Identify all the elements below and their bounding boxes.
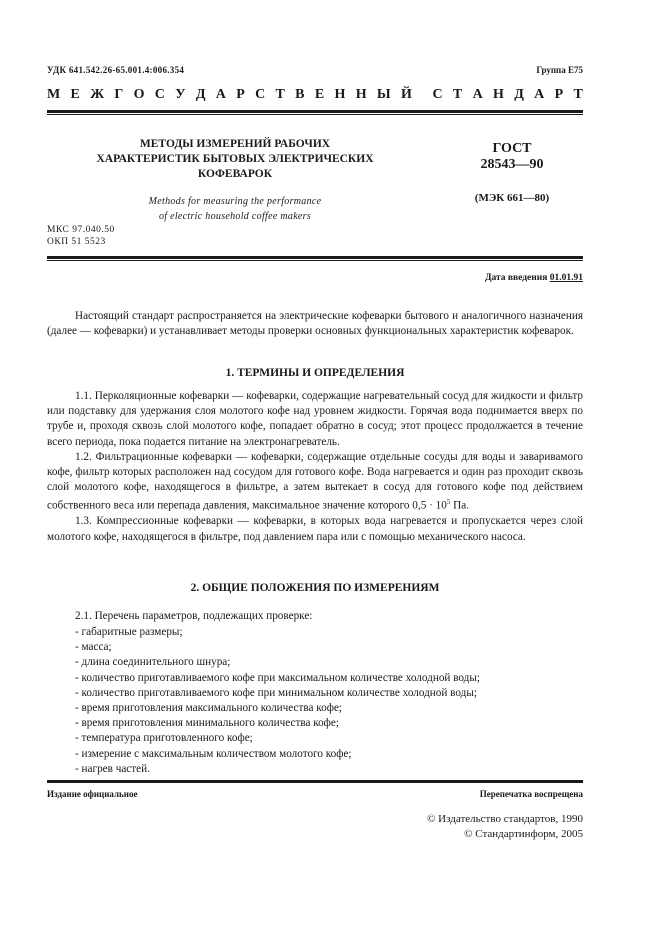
paragraph-1-2: 1.2. Фильтрационные кофеварки — кофеварки, содержащие отдельные сосуды для воды и заваривамого кофе, фильтр которых расположен над сосудом для готового кофе. Вода нагревается и один раз проходит сквозь слой молотого кофе, находящегося в фильтре, а затем вытекает в сосуд для готового кофе под действием собственного веса или перепада давления, максимальное значение которого $0,5 \cdot 10^5$ Па. xyxy=(47,450,583,513)
iec-reference: (МЭК 661—80) xyxy=(474,192,550,204)
interstate-letter: Й xyxy=(400,87,412,102)
section-1-heading: 1. ТЕРМИНЫ И ОПРЕДЕЛЕНИЯ xyxy=(225,367,405,379)
parameters-list xyxy=(75,625,480,777)
list-item: - количество приготавливаемого кофе при максимальном количестве холодной воды; xyxy=(75,671,481,684)
gost-number: ГОСТ 28543—90 xyxy=(480,141,544,172)
title-english: Methods for measuring the performance of electric household coffee makers xyxy=(148,196,322,222)
list-item: - габаритные размеры; xyxy=(75,626,183,638)
interstate-letter: Т xyxy=(275,87,285,102)
intro-paragraph: Настоящий стандарт распространяется на электрические кофеварки бытового и аналогичного назначения (далее — кофеварки) и устанавливает методы проверки основных функциональных характеристик кофеварок. xyxy=(47,310,583,338)
list-item: - измерение с максимальным количеством молотого кофе; xyxy=(75,747,352,760)
interstate-letter: Т xyxy=(452,87,463,102)
list-item: - время приготовления минимального количества кофе; xyxy=(75,717,340,730)
paragraph-1-1: 1.1. Перколяционные кофеварки — кофеварки, содержащие нагревательный сосуд для жидкости и фильтр или подставку для удержания слоя молотого кофе над уровнем жидкости. Горячая вода поднимается вверх по трубе и, проходя сквозь слой молотого кофе, попадает обратно в сосуд; этот процесс продолжается в течение всего периода, пока подается питание на электронагреватель. xyxy=(47,390,583,448)
interstate-letter: Г xyxy=(114,87,124,102)
interstate-letter: М xyxy=(47,87,61,102)
section-1-body xyxy=(47,389,583,545)
interstate-letter: Д xyxy=(514,87,524,102)
paragraph-1-3: 1.3. Компрессионные кофеварки — кофеварки, в которых вода нагревается и пропускается через слой молотого кофе, находящегося в фильтре, под давлением пара или с помощью механического насоса. xyxy=(47,515,583,543)
interstate-letter: Н xyxy=(493,87,504,102)
interstate-letter: Н xyxy=(355,87,367,102)
interstate-letter: О xyxy=(133,87,145,102)
copyright-block: © Издательство стандартов, 1990 © Стандартинформ, 2005 xyxy=(427,813,583,840)
classification-codes: МКС 97.040.50 ОКП 51 5523 xyxy=(47,225,115,247)
section-2-heading: 2. ОБЩИЕ ПОЛОЖЕНИЯ ПО ИЗМЕРЕНИЯМ xyxy=(190,582,440,594)
interstate-letter: Т xyxy=(573,87,583,102)
interstate-standard-heading xyxy=(47,87,583,103)
interstate-letter: Р xyxy=(236,87,245,102)
group-code: Группа Е75 xyxy=(536,65,583,75)
header-divider xyxy=(47,110,583,113)
udk-code: УДК 641.542.26-65.001.4:006.354 xyxy=(47,65,185,75)
list-item: - нагрев частей. xyxy=(75,762,150,775)
interstate-letter: А xyxy=(472,87,483,102)
list-item: - количество приготавливаемого кофе при минимальном количестве холодной воды; xyxy=(75,686,477,699)
interstate-letter: С xyxy=(255,87,266,102)
interstate-letter: Ы xyxy=(376,87,391,102)
list-item: - температура приготовленного кофе; xyxy=(75,732,253,745)
interstate-letter: Е xyxy=(314,87,325,102)
interstate-letter: Р xyxy=(554,87,564,102)
list-item: - масса; xyxy=(75,641,112,654)
header-divider-thin xyxy=(47,114,583,115)
interstate-letter: А xyxy=(215,87,226,102)
edition-label: Издание официальное xyxy=(47,789,138,799)
interstate-letter: С xyxy=(432,87,443,102)
title-divider xyxy=(47,256,583,259)
title-divider-thin xyxy=(47,260,583,261)
reprint-notice: Перепечатка воспрещена xyxy=(479,789,583,799)
interstate-letter: Н xyxy=(334,87,346,102)
footer-divider xyxy=(47,780,583,783)
interstate-letter: У xyxy=(175,87,186,102)
interstate-letter: А xyxy=(534,87,545,102)
list-item: - время приготовления максимального количества кофе; xyxy=(75,702,343,715)
list-item: - длина соединительного шнура; xyxy=(75,656,231,669)
interstate-letter: Д xyxy=(195,87,206,102)
effective-date: Дата введения 01.01.91 xyxy=(484,273,583,283)
title-russian: МЕТОДЫ ИЗМЕРЕНИЙ РАБОЧИХ ХАРАКТЕРИСТИК БЫТОВЫХ ЭЛЕКТРИЧЕСКИХ КОФЕВАРОК xyxy=(96,138,374,180)
interstate-letter: С xyxy=(154,87,165,102)
section-2-intro: 2.1. Перечень параметров, подлежащих проверке: xyxy=(75,610,313,622)
interstate-letter: Е xyxy=(70,87,80,102)
interstate-letter: Ж xyxy=(90,87,105,102)
interstate-letter: В xyxy=(295,87,305,102)
